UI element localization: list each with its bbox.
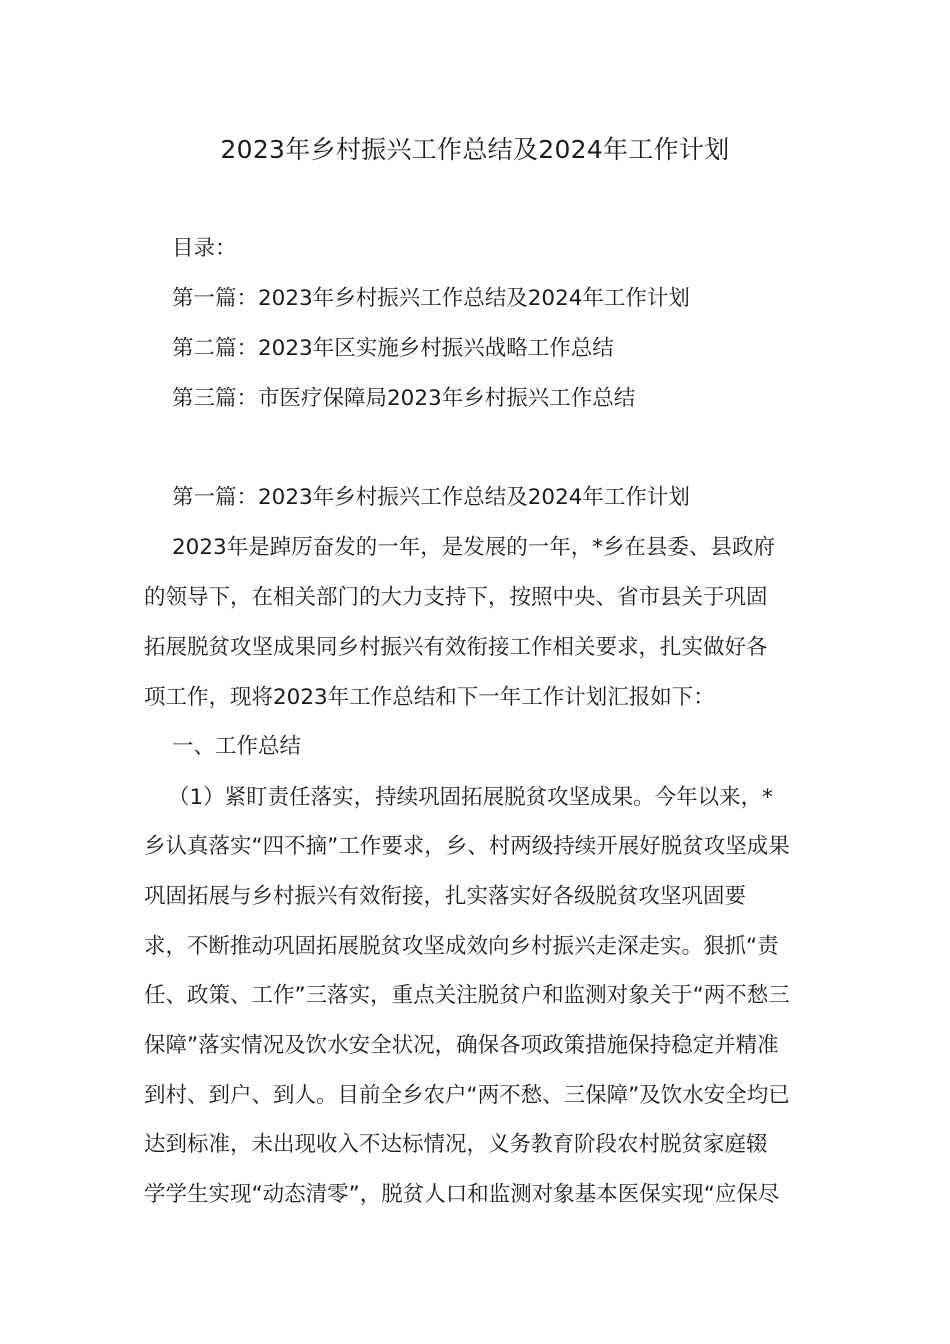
para1-line-6: 保障”落实情况及饮水安全状况，确保各项政策措施保持稳定并精准 xyxy=(144,1033,779,1058)
toc-item-2: 第二篇：2023年区实施乡村振兴战略工作总结 xyxy=(172,336,614,361)
para1-line-3: 巩固拓展与乡村振兴有效衔接，扎实落实好各级脱贫攻坚巩固要 xyxy=(144,884,747,909)
para1-line-5: 任、政策、工作”三落实，重点关注脱贫户和监测对象关于“两不愁三 xyxy=(144,983,790,1008)
document-title: 2023年乡村振兴工作总结及2024年工作计划 xyxy=(220,135,730,164)
section-heading: 第一篇：2023年乡村振兴工作总结及2024年工作计划 xyxy=(172,485,690,510)
intro-line-2: 的领导下，在相关部门的大力支持下，按照中央、省市县关于巩固 xyxy=(144,585,768,610)
toc-heading: 目录： xyxy=(172,236,237,261)
para1-line-1: （1）紧盯责任落实，持续巩固拓展脱贫攻坚成果。今年以来，* xyxy=(168,785,773,810)
para1-line-4: 求，不断推动巩固拓展脱贫攻坚成效向乡村振兴走深走实。狠抓“责 xyxy=(144,934,779,959)
para1-line-2: 乡认真落实“四不摘”工作要求，乡、村两级持续开展好脱贫攻坚成果 xyxy=(144,834,790,859)
toc-item-1: 第一篇：2023年乡村振兴工作总结及2024年工作计划 xyxy=(172,286,690,311)
intro-line-4: 项工作，现将2023年工作总结和下一年工作计划汇报如下： xyxy=(144,685,715,710)
intro-line-3: 拓展脱贫攻坚成果同乡村振兴有效衔接工作相关要求，扎实做好各 xyxy=(144,635,768,660)
para1-line-9: 学学生实现“动态清零”，脱贫人口和监测对象基本医保实现“应保尽 xyxy=(144,1182,780,1207)
para1-line-7: 到村、到户、到人。目前全乡农户“两不愁、三保障”及饮水安全均已 xyxy=(144,1083,790,1108)
para1-line-8: 达到标准，未出现收入不达标情况，义务教育阶段农村脱贫家庭辍 xyxy=(144,1132,768,1157)
intro-line-1: 2023年是踔厉奋发的一年，是发展的一年，*乡在县委、县政府 xyxy=(172,535,775,560)
toc-item-3: 第三篇：市医疗保障局2023年乡村振兴工作总结 xyxy=(172,386,636,411)
subheading: 一、工作总结 xyxy=(172,734,302,759)
